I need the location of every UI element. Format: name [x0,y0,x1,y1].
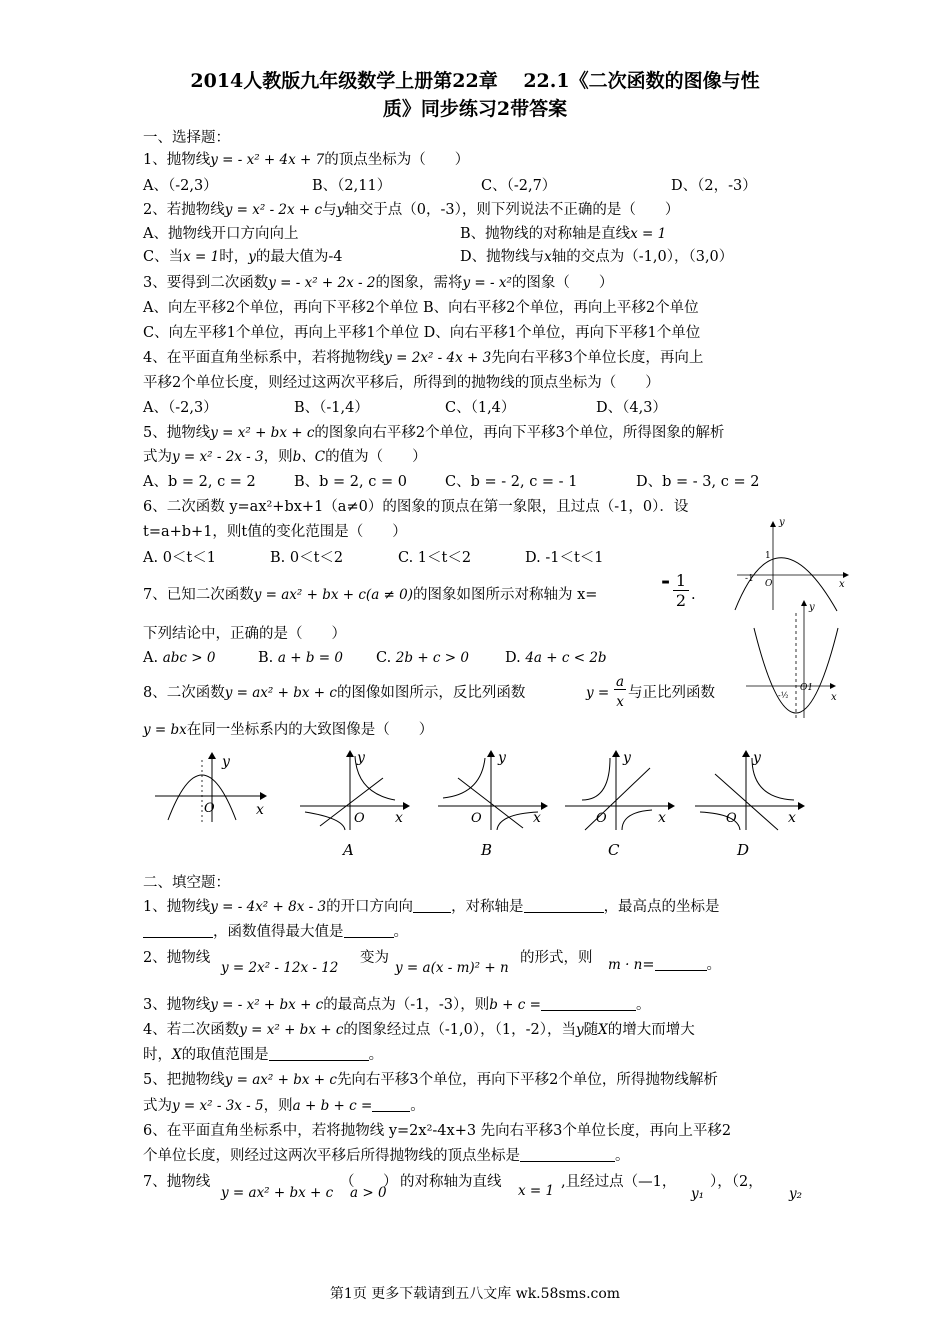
x-axis-arrow [798,802,805,810]
answer-blank[interactable] [524,898,604,913]
fill-q4: 4、若二次函数y = x² + bx + c的图象经过点（-1,0），（1，-2），当y随X的增大而增大 [143,1022,695,1038]
x-label: x [839,579,845,590]
fill-q6-line2: 个单位长度，则经过这两次平移后所得抛物线的顶点坐标是 。 [143,1148,630,1164]
fill-q4-line2: 时，X的取值范围是 。 [143,1047,384,1063]
q1-stem: 1、抛物线y = - x² + 4x + 7的顶点坐标为（ ） [143,152,470,168]
fill-q1-line2: ，函数值得最大值是 。 [143,922,408,942]
q8-fraction-numerator: a [615,674,625,690]
x-label: x [788,810,796,826]
option-d-label: D [737,841,750,859]
y-axis-arrow [612,750,620,757]
fill-q3: 3、抛物线y = - x² + bx + c的最高点为（-1，-3），则b + c = 。 [143,997,651,1013]
fill-q7-paren-left: （ [340,1174,355,1190]
y-label: y [753,750,761,766]
y-label: y [809,602,815,613]
option-d-figure [690,748,815,833]
q4-option-c: C、（1,4） [445,400,516,416]
q1-option-b: B、（2,11） [312,178,392,194]
origin-label: O [471,811,482,826]
q6-stem: 6、二次函数 y=ax²+bx+1（a≠0）的图象的顶点在第一象限，且过点（-1，0）．设 [143,499,689,515]
fill-q2-formula3: m · n= 。 [608,957,722,973]
proportional-line [320,778,383,826]
q7-fraction-sign: - [661,568,671,594]
x-axis-arrow [830,683,836,689]
q8-fraction-denominator: x [616,694,624,710]
q2-option-a: A、抛物线开口方向向上 [143,226,299,242]
q3-stem: 3、要得到二次函数y = - x² + 2x - 2的图象，需将y = - x²的图象（ ） [143,275,614,291]
x-axis-arrow [260,792,267,800]
y-label: y [779,517,785,528]
fill-q2: 2、抛物线 [143,950,211,966]
answer-blank[interactable] [269,1046,369,1061]
answer-blank[interactable] [372,1097,410,1112]
q6-option-b: B. 0＜t＜2 [270,550,344,566]
section1-heading: 一、选择题： [143,130,230,146]
fill-q7-y1: y₁ [691,1186,705,1202]
fill-q7-text3: ），（2， [710,1174,763,1190]
x-axis-arrow [403,802,410,810]
q7-fraction-denominator: 2 [675,591,687,610]
y-axis-arrow [487,750,495,757]
q3-options-cd: C、向左平移1个单位，再向上平移1个单位 D、向右平移1个单位，再向下平移1个单位 [143,325,701,341]
q8-stem-end: 与正比列函数 [628,685,715,701]
q8-reciprocal-lhs: y = [586,685,610,701]
q1-option-d: D、（2，-3） [671,178,757,194]
fill-q6: 6、在平面直角坐标系中，若将抛物线 y=2x²-4x+3 先向右平移3个单位长度，再向上平移2 [143,1123,732,1139]
q2-stem: 2、若抛物线y = x² - 2x + c与y轴交于点（0，-3），则下列说法不正确的是（ ） [143,202,680,218]
x-axis-arrow [668,802,675,810]
option-a-label: A [343,841,354,859]
x-label: x [831,692,837,703]
fill-q2-text: 的形式，则 [520,950,593,966]
option-c-label: C [608,841,620,859]
q6-option-c: C. 1＜t＜2 [398,550,472,566]
y-axis-arrow [801,600,807,606]
fill-q7-text: 的对称轴为直线 [400,1174,502,1190]
y-axis-arrow [346,750,354,757]
q5-option-a: A、b = 2, c = 2 [143,474,256,490]
q4-option-b: B、（-1,4） [294,400,369,416]
q2-option-c: C、当x = 1时，y的最大值为-4 [143,249,343,265]
fill-q5-line2: 式为y = x² - 3x - 5，则a + b + c = 。 [143,1098,425,1114]
q5-stem-line2: 式为y = x² - 2x - 3，则b、C的值为（ ） [143,449,427,465]
q7-option-c: C. 2b + c > 0 [376,650,469,666]
q7-fraction-numerator: 1 [673,572,689,591]
answer-blank[interactable] [520,1147,615,1162]
one-label: 1 [765,551,771,561]
q5-option-b: B、b = 2, c = 0 [294,474,407,490]
fill-q7-condition: a > 0 [350,1185,387,1201]
q6-option-d: D. -1＜t＜1 [525,550,604,566]
section2-heading: 二、填空题： [143,875,230,891]
origin-label: O [204,801,215,816]
x-axis-arrow [843,572,849,578]
origin-label: O [765,579,773,589]
answer-blank[interactable] [413,898,451,913]
neg-half-label: -½ [778,691,789,700]
x-label: x [395,810,403,826]
q1-option-a: A、（-2,3） [143,178,218,194]
q1-option-c: C、（-2,7） [481,178,557,194]
y-label: y [623,750,631,766]
y-label: y [222,754,230,770]
fill-q7-text2: ,且经过点（—1， [561,1174,677,1190]
y-axis-arrow [742,750,750,757]
x-axis-arrow [541,802,548,810]
answer-blank[interactable] [143,923,213,938]
y-axis-arrow [208,752,216,759]
q3-options-ab: A、向左平移2个单位，再向下平移2个单位 B、向右平移2个单位，再向上平移2个单位 [143,300,699,316]
q4-stem: 4、在平面直角坐标系中，若将抛物线y = 2x² - 4x + 3先向右平移3个单位长度，再向上 [143,350,704,366]
fill-q7-formula: y = ax² + bx + c [221,1185,334,1201]
answer-blank[interactable] [344,923,394,938]
q8-stem-line2: y = bx在同一坐标系内的大致图像是（ ） [143,722,434,738]
origin-one-label: O1 [800,683,814,693]
fill-q7-formula2: x = 1 [518,1183,555,1199]
title-line-1: 2014人教版九年级数学上册第22章 22.1《二次函数的图像与性 [190,70,760,92]
q8-stem: 8、二次函数y = ax² + bx + c的图像如图所示，反比列函数 [143,685,526,701]
fill-q2-mid: 变为 [360,950,389,966]
origin-label: O [596,811,607,826]
q4-option-a: A、（-2,3） [143,400,218,416]
fill-q7: 7、抛物线 [143,1174,211,1190]
x-label: x [533,810,541,826]
parabola-curve [754,628,838,713]
answer-blank[interactable] [541,996,636,1011]
hyperbola-branch-2 [305,812,345,830]
hyperbola-branch-2 [497,812,538,830]
q7-stem: 7、已知二次函数y = ax² + bx + c(a ≠ 0)的图象如图所示对称轴为 x= [143,587,598,603]
origin-label: O [354,811,365,826]
fill-q5: 5、把抛物线y = ax² + bx + c先向右平移3个单位，再向下平移2个单位，所得抛物线解析 [143,1072,718,1088]
fill-q1: 1、抛物线y = - 4x² + 8x - 3的开口方向向 ，对称轴是 ，最高点的坐标是 [143,899,720,915]
q8-quadratic-figure [150,750,270,830]
option-a-figure [295,748,420,833]
q5-option-d: D、b = - 3, c = 2 [636,474,760,490]
q7-option-a: A. abc > 0 [143,650,216,666]
option-b-label: B [481,841,493,859]
proportional-line [585,768,650,830]
hyperbola-branch-1 [443,758,485,798]
q7-stem-line2: 下列结论中，正确的是（ ） [143,626,346,642]
q5-option-c: C、b = - 2, c = - 1 [445,474,578,490]
page-footer: 第1页 更多下载请到五八文库 wk.58sms.com [329,1286,621,1302]
x-label: x [256,802,264,818]
fill-q2-formula2: y = a(x - m)² + n [395,960,509,976]
q4-option-d: D、（4,3） [596,400,667,416]
y-axis-arrow [770,521,776,527]
q4-stem-line2: 平移2个单位长度，则经过这两次平移后，所得到的抛物线的顶点坐标为（ ） [143,375,660,391]
y-label: y [498,750,506,766]
fill-q7-y2: y₂ [789,1186,803,1202]
q2-option-b: B、抛物线的对称轴是直线x = 1 [460,226,667,242]
q6-stem-line2: t=a+b+1，则t值的变化范围是（ ） [143,524,407,540]
origin-label: O [726,811,737,826]
option-c-figure [560,748,685,833]
option-b-figure [433,748,558,833]
hyperbola-branch-1 [582,758,610,800]
q7-parabola-figure [738,598,848,723]
answer-blank[interactable] [655,956,707,971]
q2-option-d: D、抛物线与x轴的交点为（-1,0），（3,0） [460,249,734,265]
hyperbola-branch-2 [622,810,652,830]
fill-q2-formula1: y = 2x² - 12x - 12 [221,960,339,976]
x-label: x [658,810,666,826]
fill-q7-paren-right: ） [383,1174,398,1190]
title-line-2: 质》同步练习2带答案 [382,98,568,120]
q7-option-d: D. 4a + c < 2b [505,650,607,666]
y-label: y [357,750,365,766]
q7-period: . [691,587,696,603]
neg-one-label: -1 [745,574,754,584]
q6-option-a: A. 0＜t＜1 [143,550,216,566]
q5-stem: 5、抛物线y = x² + bx + c的图象向右平移2个单位，再向下平移3个单位，所得图象的解析 [143,425,725,441]
q7-option-b: B. a + b = 0 [258,650,343,666]
